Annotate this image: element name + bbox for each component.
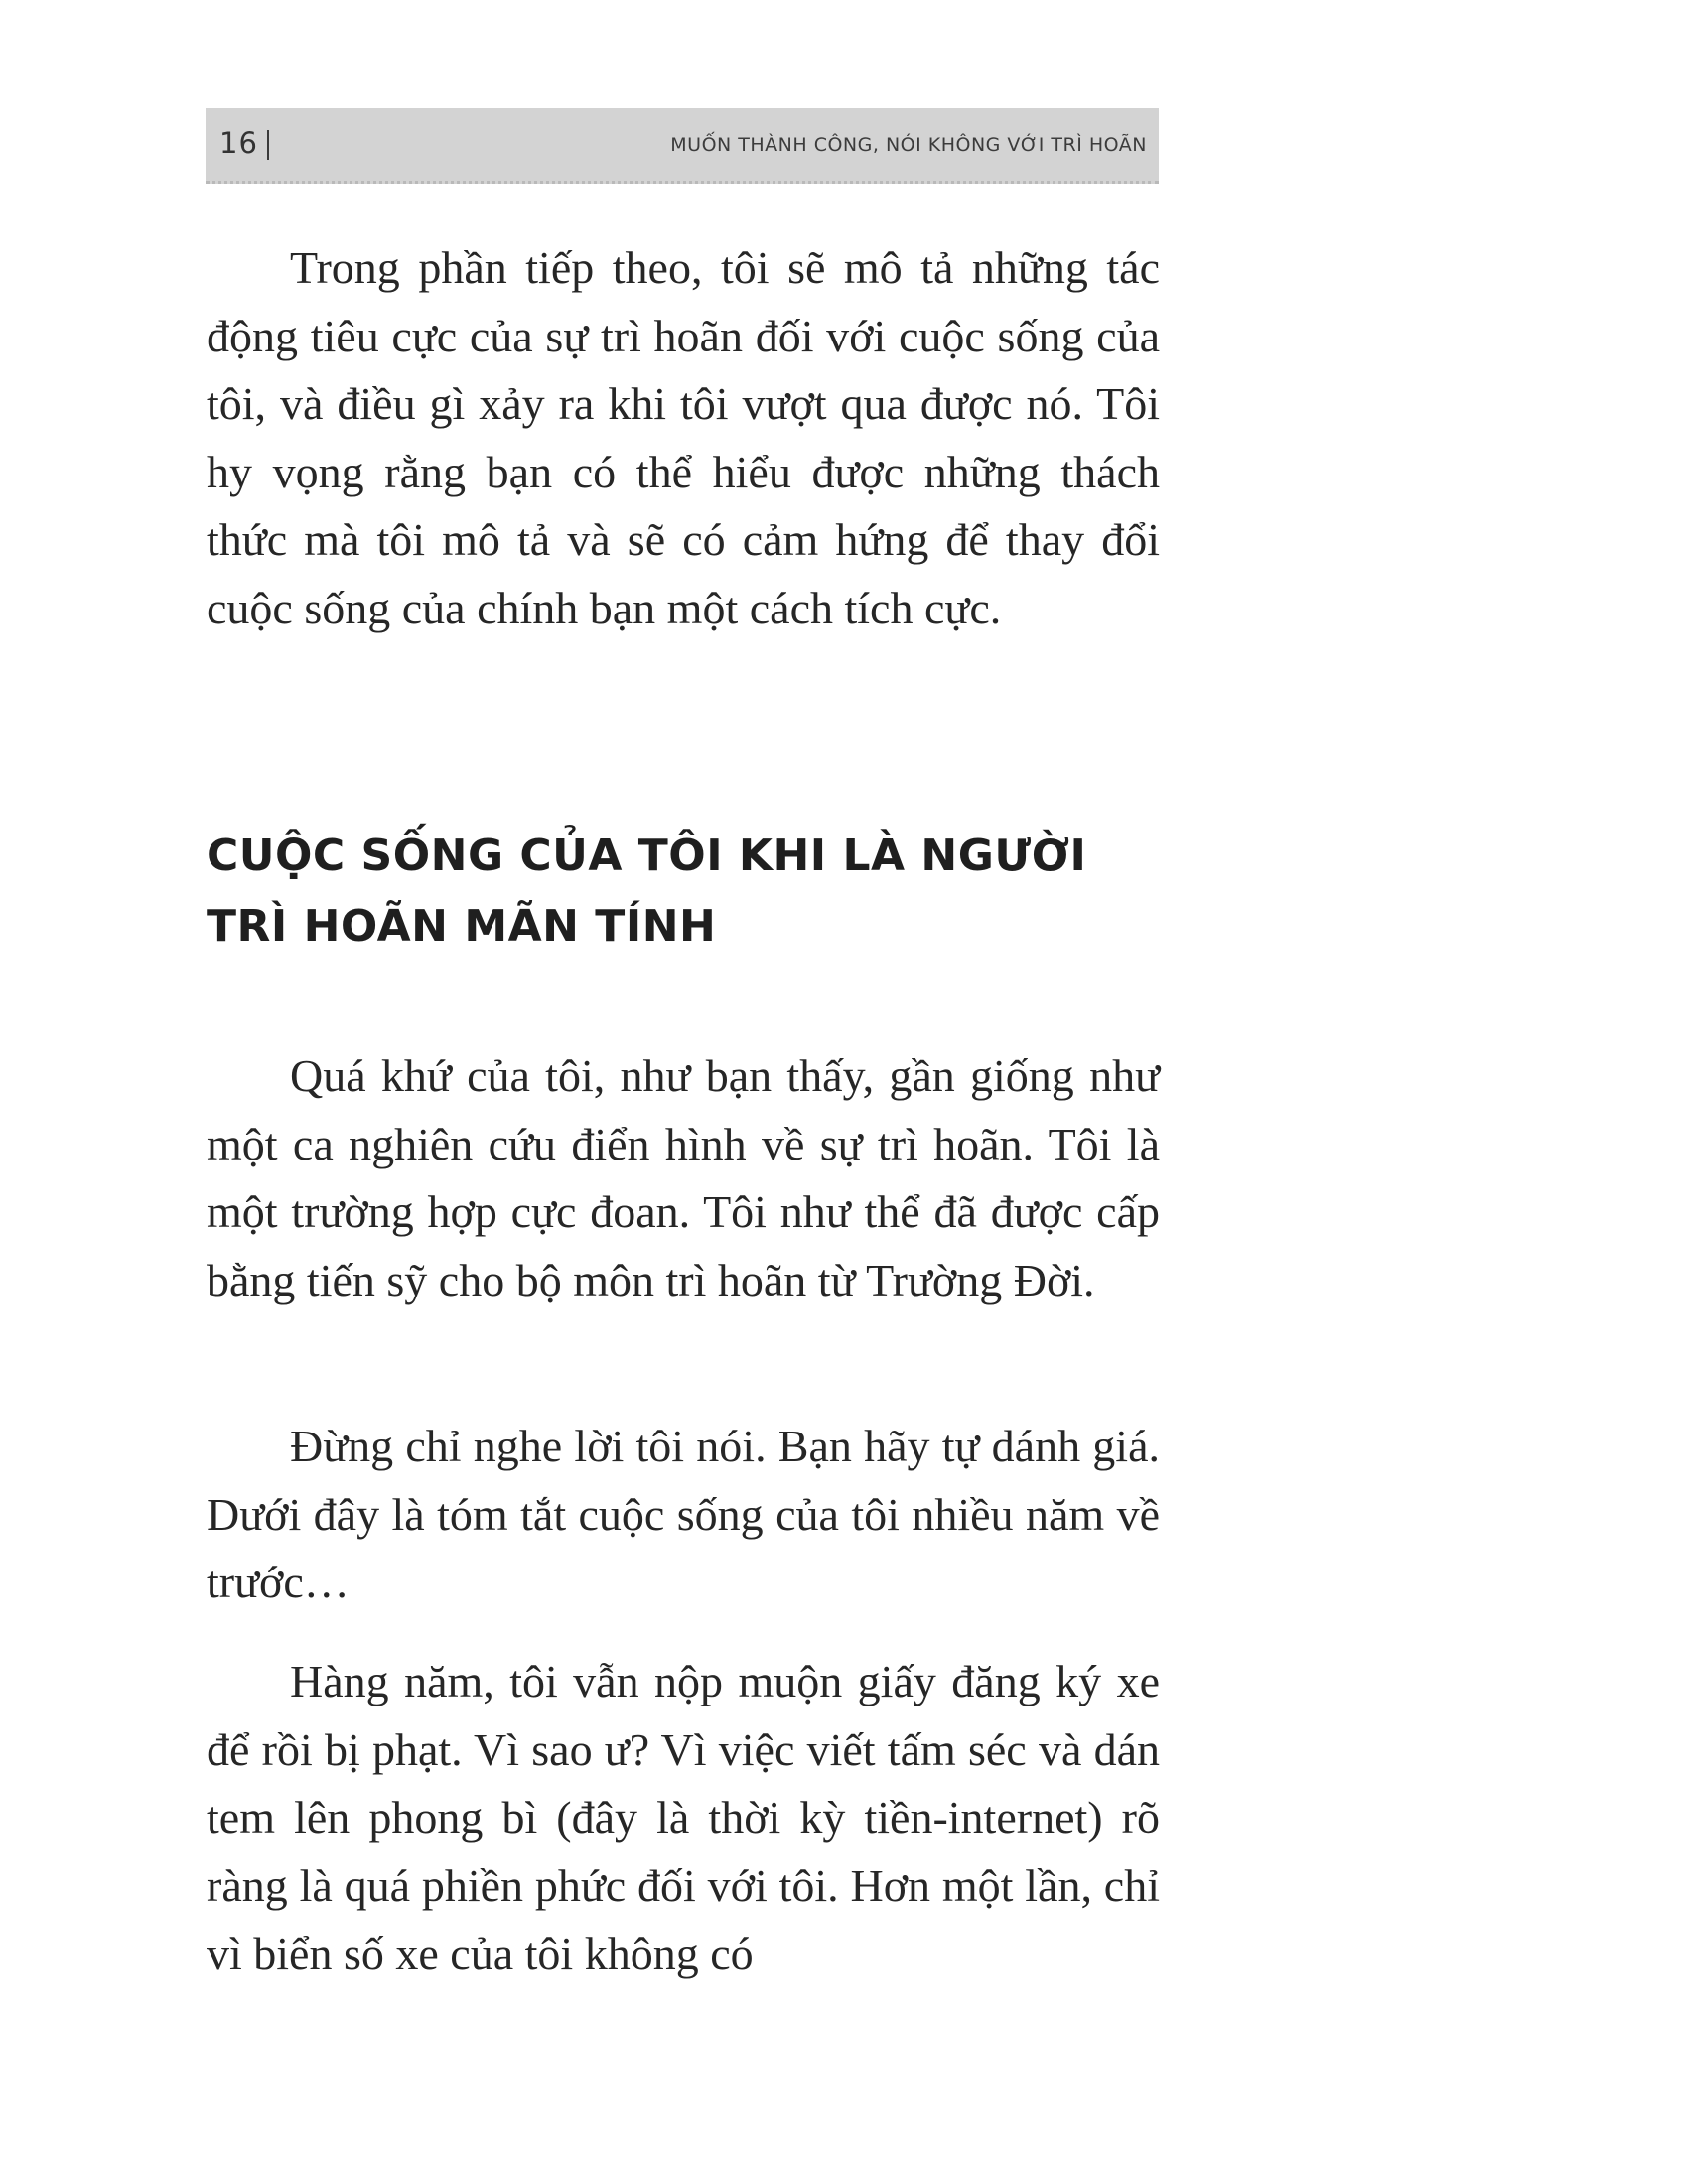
- body-paragraph: Hàng năm, tôi vẫn nộp muộn giấy đăng ký xe để rồi bị phạt. Vì sao ư? Vì việc viết tấm séc và dán tem lên phong bì (đây là thời kỳ tiền-internet) rõ ràng là quá phiền phức đối với tôi. Hơn một lần, chỉ vì biển số xe của tôi không có: [207, 1656, 1160, 1979]
- running-header: [206, 108, 1159, 184]
- page-number: 16: [219, 126, 258, 160]
- body-paragraph: Đừng chỉ nghe lời tôi nói. Bạn hãy tự dánh giá. Dưới đây là tóm tắt cuộc sống của tôi nhiều năm về trước…: [207, 1421, 1160, 1607]
- body-paragraph: Quá khứ của tôi, như bạn thấy, gần giống như một ca nghiên cứu điển hình về sự trì hoãn. Tôi là một trường hợp cực đoan. Tôi như thể đã được cấp bằng tiến sỹ cho bộ môn trì hoãn từ Trường Đời.: [207, 1050, 1160, 1305]
- body-paragraph: Trong phần tiếp theo, tôi sẽ mô tả những tác động tiêu cực của sự trì hoãn đối với cuộc sống của tôi, và điều gì xảy ra khi tôi vượt qua được nó. Tôi hy vọng rằng bạn có thể hiểu được những thách thức mà tôi mô tả và sẽ có cảm hứng để thay đổi cuộc sống của chính bạn một cách tích cực.: [207, 242, 1160, 633]
- header-divider: [267, 130, 269, 160]
- section-heading: CUỘC SỐNG CỦA TÔI KHI LÀ NGƯỜI TRÌ HOÃN MÃN TÍNH: [207, 830, 1087, 952]
- running-title: MUỐN THÀNH CÔNG, NÓI KHÔNG VỚI TRÌ HOÃN: [670, 134, 1147, 156]
